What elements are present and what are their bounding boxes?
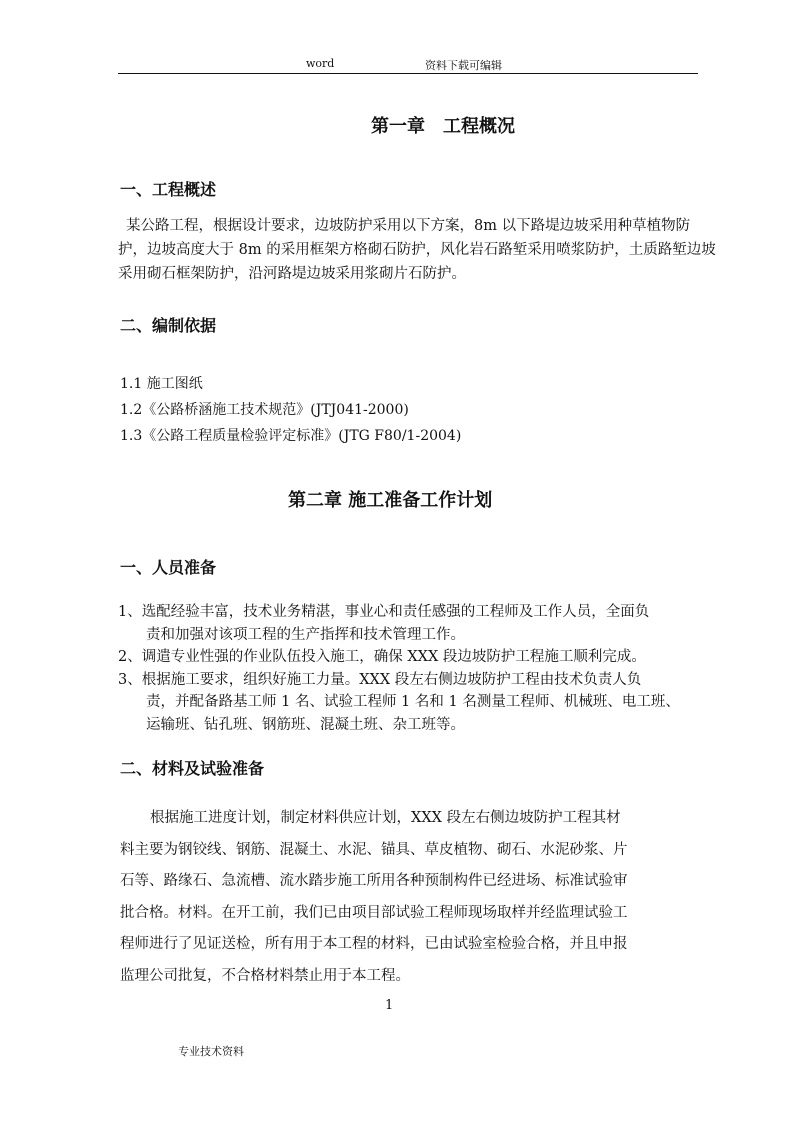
materials-paragraph	[120, 803, 628, 992]
staff-line: 3、根据施工要求，组织好施工力量。XXX 段左右侧边坡防护工程由技术负责人负	[118, 671, 642, 688]
staff-line: 1、选配经验丰富，技术业务精湛，事业心和责任感强的工程师及工作人员，全面负	[118, 604, 650, 620]
materials-line: 根据施工进度计划，制定材料供应计划，XXX 段左右侧边坡防护工程其材	[150, 810, 621, 826]
chapter2-title: 第二章 施工准备工作计划	[288, 490, 493, 511]
overview-paragraph	[118, 214, 716, 286]
chapter1-title: 第一章 工程概况	[371, 116, 515, 137]
reference-list	[120, 371, 461, 449]
header-right-text: 资料下载可编辑	[425, 59, 502, 72]
page-number: 1	[385, 998, 394, 1013]
materials-line: 程师进行了见证送检，所有用于本工程的材料，已由试验室检验合格，并且申报	[120, 936, 628, 952]
header-left-text: word	[306, 57, 335, 70]
reference-item: 1.3《公路工程质量检验评定标准》(JTG F80/1-2004)	[120, 428, 462, 444]
overview-line: 护，边坡高度大于 8m 的采用框架方格砌石防护，风化岩石路堑采用喷浆防护，土质路堑边坡	[118, 242, 716, 258]
materials-line: 监理公司批复，不合格材料禁止用于本工程。	[120, 967, 410, 984]
footer-text: 专业技术资料	[178, 1045, 244, 1058]
header-divider	[118, 73, 698, 74]
section-overview-title: 一、工程概述	[120, 180, 217, 199]
staff-line: 运输班、钻孔班、钢筋班、混凝土班、杂工班等。	[146, 716, 465, 733]
staff-list	[118, 601, 680, 736]
reference-item: 1.2《公路桥涵施工技术规范》(JTJ041-2000)	[120, 402, 409, 418]
materials-line: 石等、路缘石、急流槽、流水踏步施工所用各种预制构件已经进场、标准试验审	[120, 873, 628, 889]
section-materials-title: 二、材料及试验准备	[120, 759, 265, 778]
section-staff-title: 一、人员准备	[120, 558, 217, 577]
materials-line: 批合格。材料。在开工前，我们已由项目部试验工程师现场取样并经监理试验工	[120, 904, 628, 921]
staff-line: 2、调遣专业性强的作业队伍投入施工，确保 XXX 段边坡防护工程施工顺利完成。	[118, 649, 646, 665]
overview-line: 某公路工程，根据设计要求，边坡防护采用以下方案，8m 以下路堤边坡采用种草植物防	[126, 218, 691, 234]
overview-line: 采用砌石框架防护，沿河路堤边坡采用浆砌片石防护。	[118, 266, 466, 282]
materials-line: 料主要为钢铰线、钢筋、混凝土、水泥、锚具、草皮植物、砌石、水泥砂浆、片	[120, 841, 628, 858]
staff-line: 责，并配备路基工师 1 名、试验工程师 1 名和 1 名测量工程师、机械班、电工班、	[146, 694, 680, 710]
staff-line: 责和加强对该项工程的生产指挥和技术管理工作。	[146, 626, 465, 643]
reference-item: 1.1 施工图纸	[120, 376, 203, 392]
section-basis-title: 二、编制依据	[120, 316, 217, 335]
